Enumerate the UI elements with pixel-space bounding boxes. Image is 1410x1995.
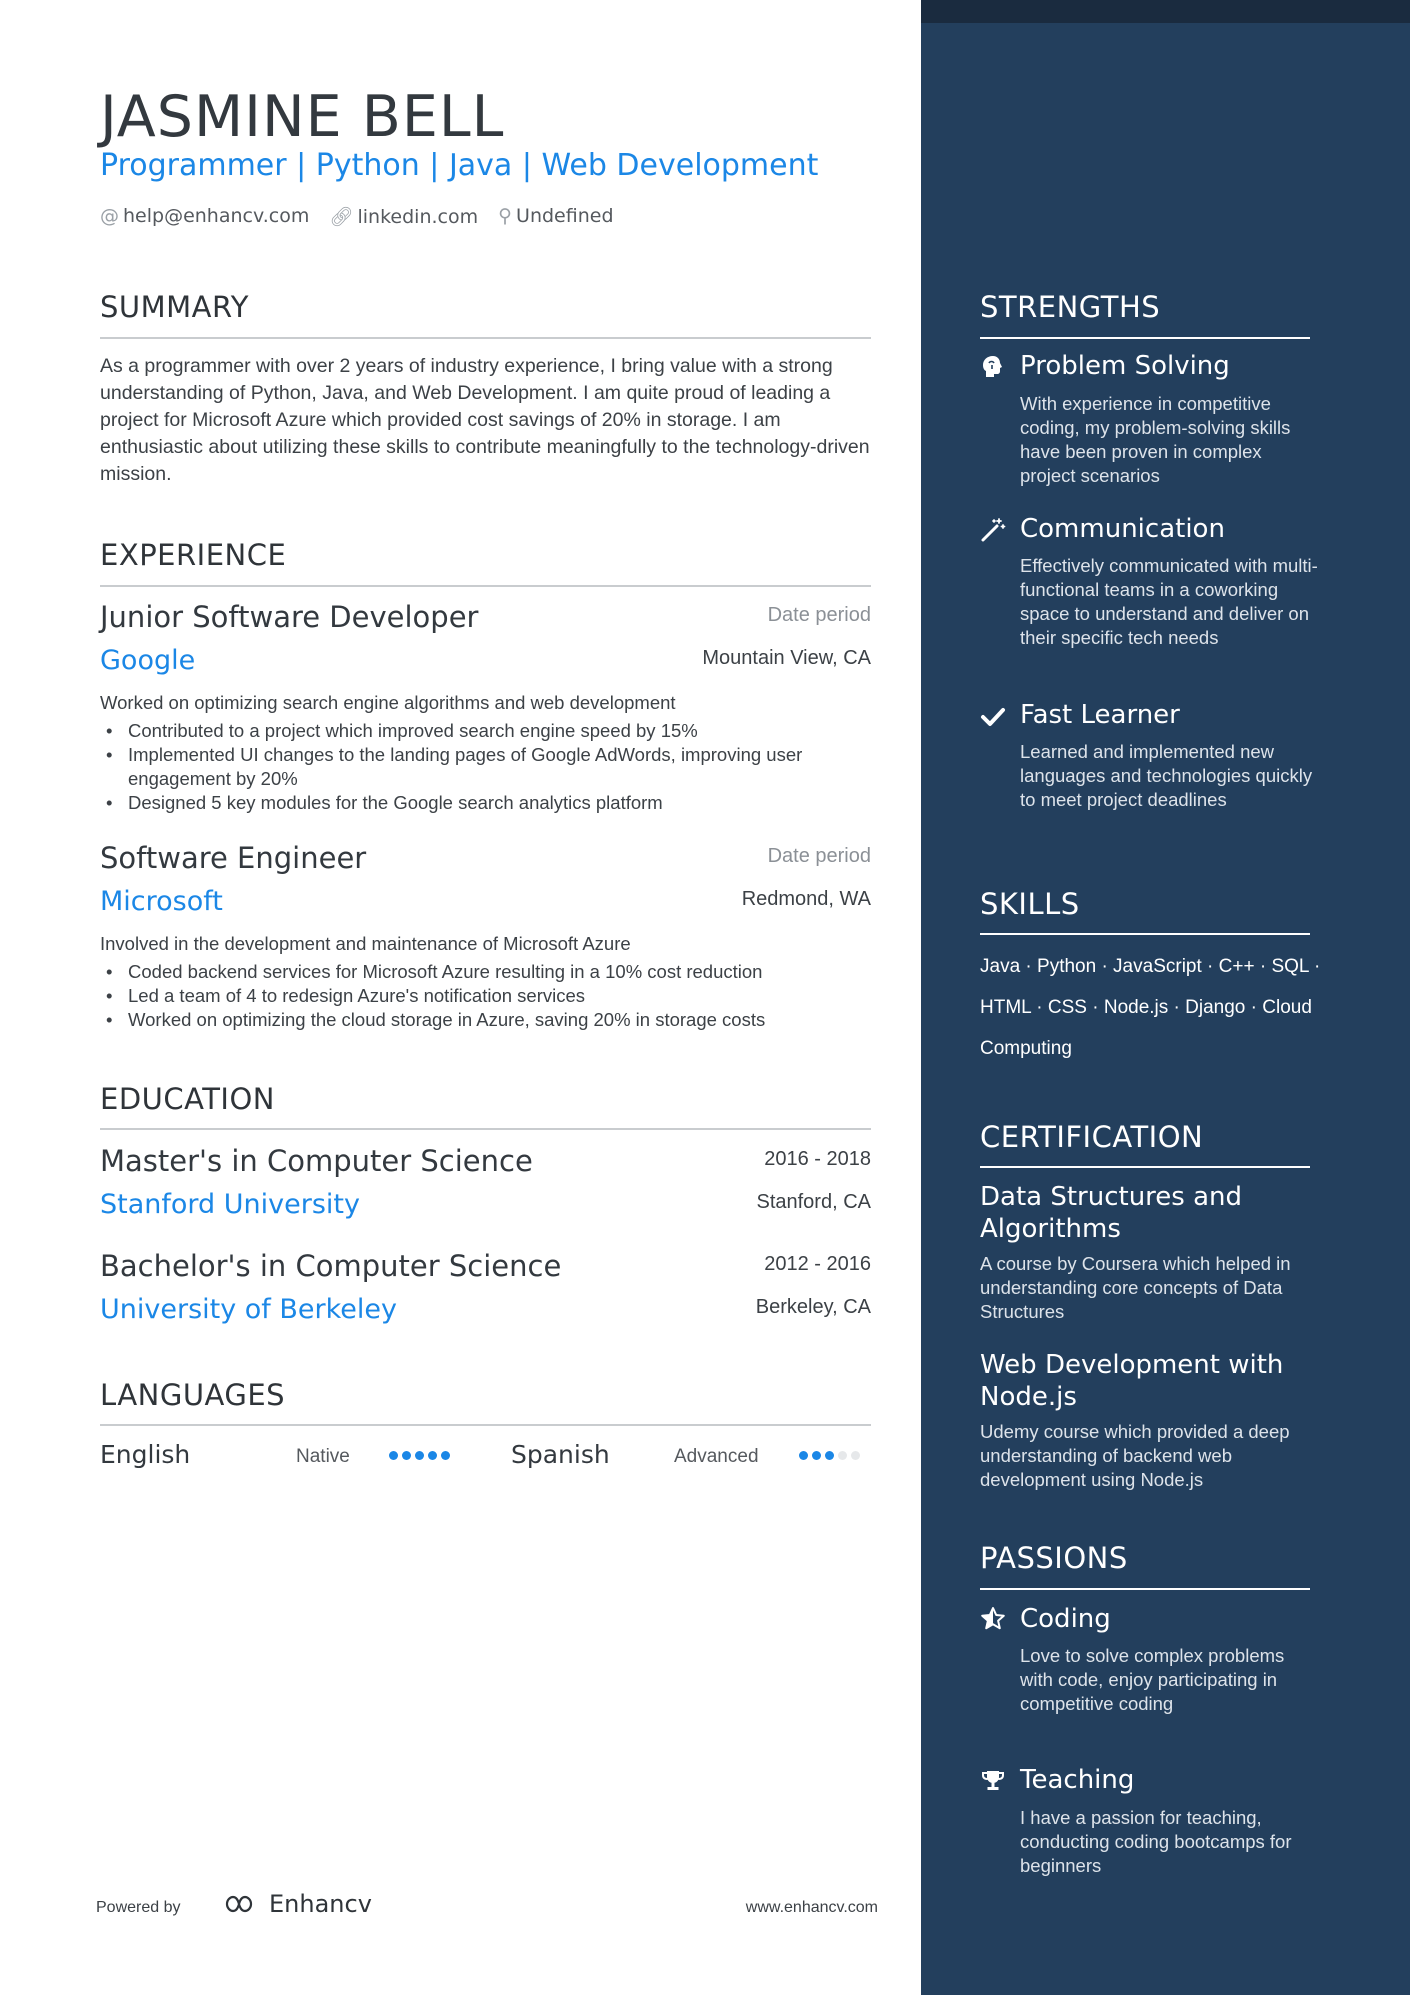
- rating-dot-filled: [415, 1451, 424, 1460]
- passions-heading: PASSIONS: [980, 1541, 1128, 1575]
- contact-linkedin[interactable]: 🔗︎ linkedin.com: [329, 206, 479, 228]
- rating-dot-filled: [441, 1451, 450, 1460]
- company-name: Google: [100, 645, 196, 676]
- strength-title: Fast Learner: [1020, 700, 1180, 730]
- link-icon: 🔗︎: [329, 206, 354, 228]
- list-item: • Implemented UI changes to the landing pages of Google AdWords, improving user engagement by 20%: [100, 743, 860, 791]
- job-title: Junior Software Developer: [100, 600, 479, 634]
- school-location: Stanford, CA: [756, 1191, 871, 1213]
- language-rating: [389, 1451, 450, 1460]
- skills-heading: SKILLS: [980, 887, 1080, 921]
- rating-dot-filled: [812, 1451, 821, 1460]
- school-location: Berkeley, CA: [755, 1296, 871, 1318]
- candidate-name: JASMINE BELL: [100, 84, 505, 150]
- magic-wand-icon: [980, 517, 1006, 543]
- job-location: Mountain View, CA: [702, 647, 871, 669]
- job-title: Software Engineer: [100, 841, 367, 875]
- school-name: Stanford University: [100, 1189, 360, 1220]
- certification-title: Data Structures and Algorithms: [980, 1182, 1243, 1244]
- passions-divider: [980, 1588, 1310, 1590]
- contact-email[interactable]: @ help@enhancv.com: [100, 205, 310, 227]
- enhancv-brand: Enhancv: [269, 1890, 372, 1918]
- experience-heading: EXPERIENCE: [100, 538, 287, 572]
- certification-desc: A course by Coursera which helped in understanding core concepts of Data Structures: [980, 1253, 1291, 1322]
- language-level: Advanced: [674, 1446, 759, 1467]
- strength-desc: Learned and implemented new languages and technologies quickly to meet project deadlines: [1020, 741, 1313, 810]
- brain-icon: [980, 354, 1006, 380]
- languages-heading: LANGUAGES: [100, 1378, 286, 1412]
- languages-divider: [100, 1424, 871, 1426]
- language-name: English: [100, 1440, 191, 1469]
- language-rating: [799, 1451, 860, 1460]
- star-half-icon: [980, 1606, 1006, 1632]
- passion-desc: Love to solve complex problems with code, enjoy participating in competitive coding: [1020, 1645, 1285, 1714]
- summary-text: As a programmer with over 2 years of industry experience, I bring value with a strong understanding of Python, Java, and Web Development. I am quite proud of leading a project for Microsoft Azure which provided cost savings of 20% in storage. I am enthusiastic about utilizing these skills to contribute meaningfully to the technology-driven mission.: [100, 355, 870, 485]
- education-divider: [100, 1128, 871, 1130]
- rating-dot-filled: [799, 1451, 808, 1460]
- candidate-title: Programmer | Python | Java | Web Development: [100, 148, 819, 183]
- skills-divider: [980, 933, 1310, 935]
- enhancv-website[interactable]: www.enhancv.com: [745, 1899, 878, 1916]
- rating-dot-empty: [851, 1451, 860, 1460]
- rating-dot-filled: [428, 1451, 437, 1460]
- education-dates: 2012 - 2016: [764, 1253, 871, 1275]
- rating-dot-filled: [825, 1451, 834, 1460]
- certification-divider: [980, 1166, 1310, 1168]
- at-icon: @: [100, 205, 119, 227]
- list-item: • Designed 5 key modules for the Google search analytics platform: [100, 791, 860, 815]
- list-item: • Worked on optimizing the cloud storage in Azure, saving 20% in storage costs: [100, 1008, 870, 1032]
- enhancv-logo[interactable]: [215, 1890, 372, 1918]
- degree-title: Master's in Computer Science: [100, 1144, 533, 1178]
- school-name: University of Berkeley: [100, 1294, 397, 1325]
- list-item: • Coded backend services for Microsoft Azure resulting in a 10% cost reduction: [100, 960, 870, 984]
- certification-heading: CERTIFICATION: [980, 1120, 1204, 1154]
- enhancv-infinity-icon: [215, 1893, 261, 1915]
- job-date: Date period: [767, 604, 871, 626]
- powered-by-label: Powered by: [96, 1899, 181, 1916]
- strength-title: Problem Solving: [1020, 351, 1230, 381]
- strengths-heading: STRENGTHS: [980, 290, 1161, 324]
- trophy-icon: [980, 1768, 1006, 1794]
- sidebar-top-band: [921, 0, 1410, 23]
- job-location: Redmond, WA: [741, 888, 871, 910]
- contact-location: ⚲ Undefined: [498, 205, 614, 227]
- passion-title: Coding: [1020, 1604, 1111, 1634]
- strengths-divider: [980, 337, 1310, 339]
- certification-desc: Udemy course which provided a deep understanding of backend web development using Node.js: [980, 1421, 1290, 1490]
- experience-divider: [100, 585, 871, 587]
- skills-list: Java · Python · JavaScript · C++ · SQL · HTML · CSS · Node.js · Django · Cloud Computing: [980, 956, 1321, 1059]
- summary-divider: [100, 337, 871, 339]
- rating-dot-empty: [838, 1451, 847, 1460]
- rating-dot-filled: [402, 1451, 411, 1460]
- education-heading: EDUCATION: [100, 1082, 276, 1116]
- job-date: Date period: [767, 845, 871, 867]
- strength-desc: Effectively communicated with multi-functional teams in a coworking space to understand and deliver on their specific tech needs: [1020, 555, 1318, 648]
- education-dates: 2016 - 2018: [764, 1148, 871, 1170]
- strength-title: Communication: [1020, 514, 1225, 544]
- job-description: Involved in the development and maintenance of Microsoft Azure: [100, 933, 631, 954]
- job-bullets: [100, 960, 870, 1032]
- passion-desc: I have a passion for teaching, conducting coding bootcamps for beginners: [1020, 1807, 1292, 1876]
- passion-title: Teaching: [1020, 1765, 1135, 1795]
- list-item: • Led a team of 4 to redesign Azure's notification services: [100, 984, 870, 1008]
- strength-desc: With experience in competitive coding, my problem-solving skills have been proven in complex project scenarios: [1020, 393, 1291, 486]
- rating-dot-filled: [389, 1451, 398, 1460]
- language-name: Spanish: [511, 1440, 610, 1469]
- job-description: Worked on optimizing search engine algorithms and web development: [100, 692, 676, 713]
- list-item: • Contributed to a project which improved search engine speed by 15%: [100, 719, 860, 743]
- summary-heading: SUMMARY: [100, 290, 250, 324]
- certification-title: Web Development with Node.js: [980, 1350, 1284, 1412]
- degree-title: Bachelor's in Computer Science: [100, 1249, 562, 1283]
- language-level: Native: [296, 1446, 350, 1467]
- location-pin-icon: ⚲: [498, 205, 513, 227]
- contact-info: [100, 205, 614, 228]
- job-bullets: [100, 719, 860, 815]
- check-icon: [980, 704, 1006, 730]
- company-name: Microsoft: [100, 886, 223, 917]
